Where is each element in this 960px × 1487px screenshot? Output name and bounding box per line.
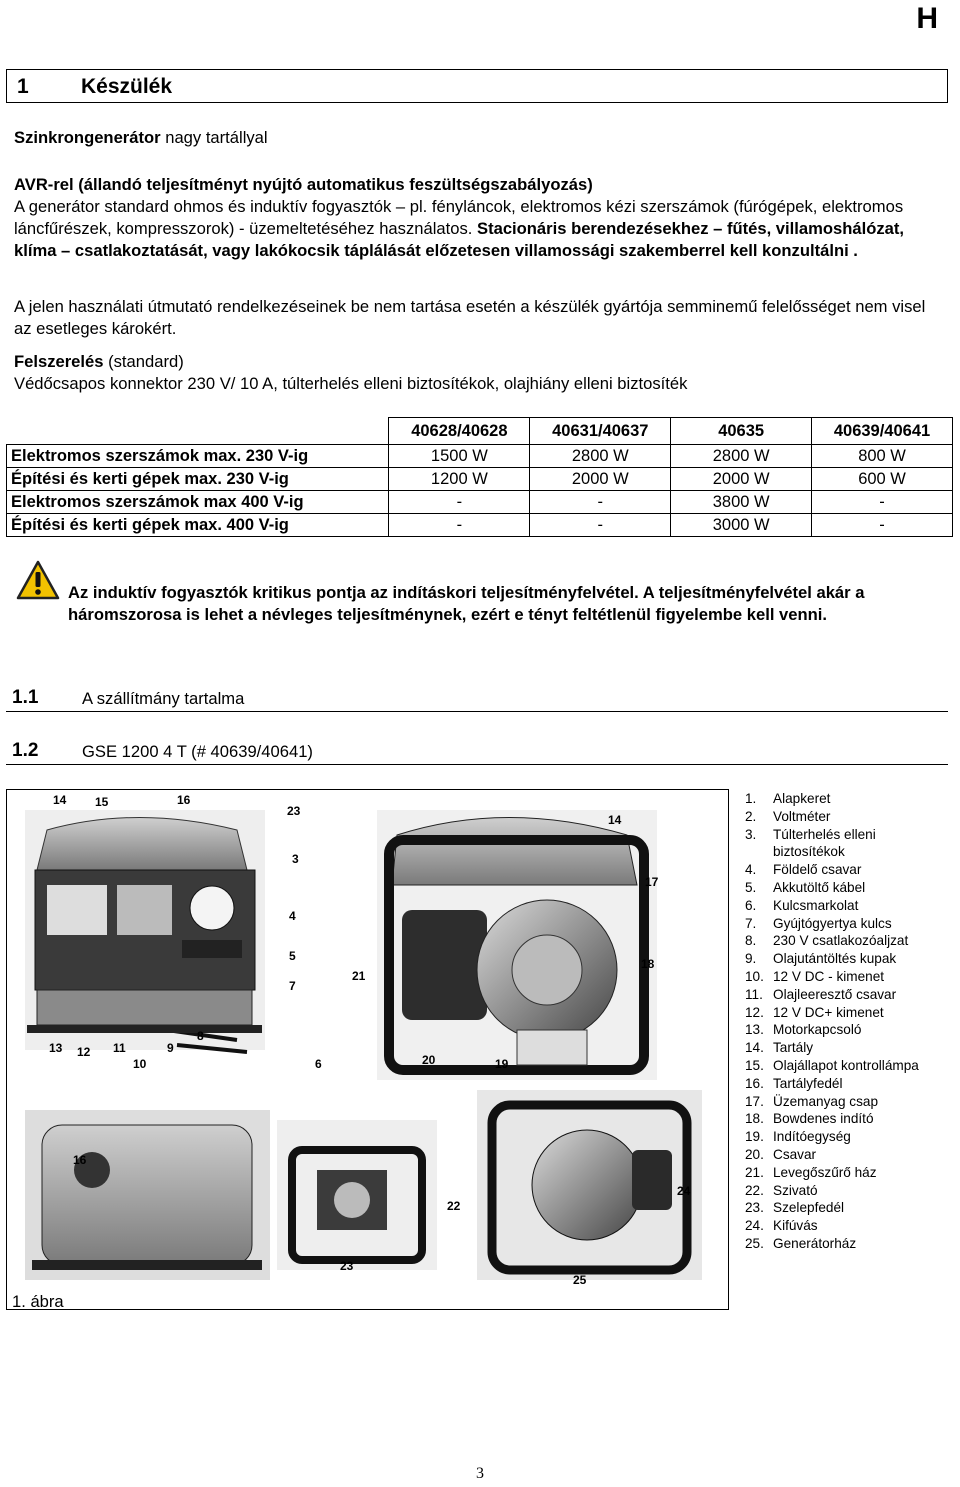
photo-top-view	[25, 1110, 270, 1280]
photo-front-view	[25, 810, 265, 1052]
legend-number: 16.	[745, 1075, 764, 1091]
legend-number: 5.	[745, 879, 757, 895]
list-item	[745, 986, 945, 1004]
callout: 15	[95, 795, 109, 809]
table-cell: 800 W	[812, 445, 953, 468]
table-cell: 2000 W	[671, 468, 812, 491]
table-cell: -	[812, 491, 953, 514]
table-cell: -	[530, 491, 671, 514]
table-header-cell: 40631/40637	[530, 418, 671, 445]
equipment-heading	[14, 351, 944, 373]
callout: 21	[352, 969, 366, 983]
section-number: 1	[17, 75, 29, 98]
legend-text: Olajállapot kontrollámpa	[773, 1057, 919, 1073]
legend-number: 7.	[745, 915, 757, 931]
parts-legend	[745, 790, 945, 1253]
table-corner	[7, 418, 389, 445]
legend-number: 22.	[745, 1182, 764, 1198]
callout: 4	[289, 909, 296, 923]
legend-text: 230 V csatlakozóaljzat	[773, 933, 909, 949]
list-item	[745, 1199, 945, 1217]
legend-number: 11.	[745, 986, 763, 1002]
callout: 13	[49, 1041, 63, 1055]
callout: 6	[315, 1057, 322, 1071]
table-cell: 2800 W	[530, 445, 671, 468]
photo-engine-view	[377, 810, 657, 1080]
callout: 7	[289, 979, 296, 993]
list-item	[745, 808, 945, 826]
usage-warning-text: Stacionáris berendezésekhez – fűtés, villamoshálózat, klíma – csatlakoztatását, vagy lakókocsik táplálását előzetesen villamossági szakemberrel kell konzultálni .	[14, 219, 904, 260]
row-label: Elektromos szerszámok max 400 V-ig	[7, 491, 389, 514]
list-item	[745, 1235, 945, 1253]
equipment-line: Védőcsapos konnektor 230 V/ 10 A, túlterhelés elleni biztosítékok, olajhiány elleni biztosíték	[14, 374, 688, 393]
avr-line: AVR-rel (állandó teljesítményt nyújtó automatikus feszültségszabályozás)	[14, 175, 593, 194]
legend-text: Akkutöltő kábel	[773, 879, 866, 895]
legend-text: Motorkapcsoló	[773, 1022, 862, 1038]
table-cell: 2000 W	[530, 468, 671, 491]
list-item	[745, 1039, 945, 1057]
legend-text: Földelő csavar	[773, 862, 862, 878]
table-cell: 1500 W	[389, 445, 530, 468]
callout: 3	[292, 852, 299, 866]
callout: 24	[677, 1184, 691, 1198]
list-item	[745, 1021, 945, 1039]
callout: 23	[287, 804, 301, 818]
subsection-title: GSE 1200 4 T (# 40639/40641)	[82, 742, 313, 761]
legend-number: 13.	[745, 1022, 764, 1038]
legend-number: 1.	[745, 791, 757, 806]
legend-text: Szivató	[773, 1182, 818, 1198]
figure-caption: 1. ábra	[12, 1292, 64, 1311]
list-item	[745, 950, 945, 968]
legend-text: Csavar	[773, 1146, 817, 1162]
table-header-cell: 40628/40628	[389, 418, 530, 445]
legend-number: 12.	[745, 1004, 764, 1020]
legend-number: 2.	[745, 808, 757, 824]
table-header-cell: 40635	[671, 418, 812, 445]
table-row	[7, 514, 953, 537]
product-line	[14, 127, 944, 149]
legend-number: 10.	[745, 968, 764, 984]
legend-number: 6.	[745, 897, 757, 913]
callout: 25	[573, 1273, 587, 1287]
legend-number: 18.	[745, 1111, 764, 1127]
list-item	[745, 1217, 945, 1235]
row-label: Elektromos szerszámok max. 230 V-ig	[7, 445, 389, 468]
list-item	[745, 861, 945, 879]
table-cell: 600 W	[812, 468, 953, 491]
power-table	[6, 417, 953, 537]
legend-text: Szelepfedél	[773, 1200, 845, 1216]
table-row	[7, 445, 953, 468]
callout: 19	[495, 1057, 509, 1071]
list-item	[745, 1075, 945, 1093]
table-cell: -	[530, 514, 671, 537]
subsection-number: 1.1	[12, 687, 39, 708]
legend-text: Generátorház	[773, 1235, 857, 1251]
row-label: Építési és kerti gépek max. 400 V-ig	[7, 514, 389, 537]
legend-text: Voltméter	[773, 808, 831, 824]
usage-paragraph	[14, 196, 944, 262]
table-header-cell: 40639/40641	[812, 418, 953, 445]
legend-number: 20.	[745, 1146, 764, 1162]
list-item	[745, 932, 945, 950]
legend-text: 12 V DC+ kimenet	[773, 1004, 884, 1020]
legend-number: 17.	[745, 1093, 764, 1109]
section-title: Készülék	[81, 75, 173, 98]
warning-triangle-icon	[16, 560, 60, 600]
legend-number: 4.	[745, 862, 757, 878]
table-cell: 3800 W	[671, 491, 812, 514]
callout: 5	[289, 949, 296, 963]
subsection-heading	[6, 736, 948, 765]
equipment-label: Felszerelés	[14, 352, 104, 371]
callout: 9	[167, 1041, 174, 1055]
callout: 11	[113, 1041, 126, 1055]
section-heading	[6, 69, 948, 103]
legend-text: Alapkeret	[773, 791, 831, 806]
legend-text: Indítóegység	[773, 1129, 851, 1145]
legend-text: Kulcsmarkolat	[773, 897, 859, 913]
legend-number: 14.	[745, 1040, 764, 1056]
legend-text: Tartály	[773, 1040, 814, 1056]
callout: 14	[53, 793, 67, 807]
callout: 14	[608, 813, 622, 827]
row-label: Építési és kerti gépek max. 230 V-ig	[7, 468, 389, 491]
list-item	[745, 1110, 945, 1128]
legend-text: Túlterhelés elleni biztosítékok	[773, 826, 876, 860]
warning-text: Az induktív fogyasztók kritikus pontja az indításkori teljesítményfelvétel. A teljesítményfelvétel akár a háromszorosa is lehet a névleges teljesítménynek, ezért e tényt feltétlenül figyelembe kell venni.	[68, 583, 865, 624]
legend-text: Kifúvás	[773, 1218, 818, 1234]
legend-number: 25.	[745, 1235, 764, 1251]
legend-number: 9.	[745, 951, 757, 967]
legend-text: 12 V DC - kimenet	[773, 968, 885, 984]
legend-text: Bowdenes indító	[773, 1111, 874, 1127]
table-cell: -	[812, 514, 953, 537]
legend-number: 15.	[745, 1057, 764, 1073]
legend-number: 3.	[745, 826, 757, 842]
table-cell: 1200 W	[389, 468, 530, 491]
callout: 22	[447, 1199, 461, 1213]
list-item	[745, 1057, 945, 1075]
legend-text: Olajleeresztő csavar	[773, 986, 897, 1002]
product-type: Szinkrongenerátor	[14, 128, 161, 147]
callout: 10	[133, 1057, 147, 1071]
usage-text: A generátor standard ohmos és induktív fogyasztók – pl. fényláncok, elektromos kézi szerszámok (fúrógépek, elektromos láncfűrészek, kompresszorok) - üzemeltetéséhez használatos.	[14, 197, 904, 238]
legend-number: 23.	[745, 1200, 764, 1216]
table-cell: 3000 W	[671, 514, 812, 537]
legend-text: Levegőszűrő ház	[773, 1164, 877, 1180]
legend-text: Tartályfedél	[773, 1075, 843, 1091]
liability-paragraph: A jelen használati útmutató rendelkezéseinek be nem tartása esetén a készülék gyártója semminemű felelősséget nem visel az esetleges károkért.	[14, 297, 926, 338]
callout: 17	[645, 875, 659, 889]
legend-number: 19.	[745, 1129, 764, 1145]
subsection-heading	[6, 683, 948, 712]
list-item	[745, 1093, 945, 1111]
photo-alternator-view	[477, 1090, 702, 1280]
photo-carburetor-view	[277, 1120, 437, 1270]
list-item	[745, 1182, 945, 1200]
list-item	[745, 790, 945, 808]
callout: 12	[77, 1045, 91, 1059]
list-item	[745, 1164, 945, 1182]
generator-photos	[7, 790, 728, 1309]
legend-text: Üzemanyag csap	[773, 1093, 879, 1109]
subsection-title: A szállítmány tartalma	[82, 689, 245, 708]
table-cell: -	[389, 491, 530, 514]
subsection-number: 1.2	[12, 740, 39, 761]
language-marker: H	[916, 2, 938, 35]
equipment-label-rest: (standard)	[103, 352, 184, 371]
page-number: 3	[476, 1465, 484, 1482]
list-item	[745, 968, 945, 986]
product-type-rest: nagy tartállyal	[160, 128, 268, 147]
list-item	[745, 897, 945, 915]
callout: 8	[197, 1029, 204, 1043]
list-item	[745, 1004, 945, 1022]
legend-number: 21.	[745, 1164, 764, 1180]
legend-text: Gyújtógyertya kulcs	[773, 915, 892, 931]
legend-number: 24.	[745, 1218, 764, 1234]
list-item	[745, 1128, 945, 1146]
callout: 16	[177, 793, 191, 807]
table-row	[7, 468, 953, 491]
legend-text: Olajutántöltés kupak	[773, 951, 897, 967]
table-cell: -	[389, 514, 530, 537]
callout: 16	[73, 1153, 87, 1167]
table-cell: 2800 W	[671, 445, 812, 468]
callout: 20	[422, 1053, 436, 1067]
generator-figure	[6, 789, 729, 1310]
table-header-row	[7, 418, 953, 445]
table-row	[7, 491, 953, 514]
list-item	[745, 1146, 945, 1164]
callout: 18	[641, 957, 655, 971]
list-item	[745, 826, 945, 862]
list-item	[745, 915, 945, 933]
callout: 23	[340, 1259, 354, 1273]
legend-number: 8.	[745, 933, 757, 949]
list-item	[745, 879, 945, 897]
